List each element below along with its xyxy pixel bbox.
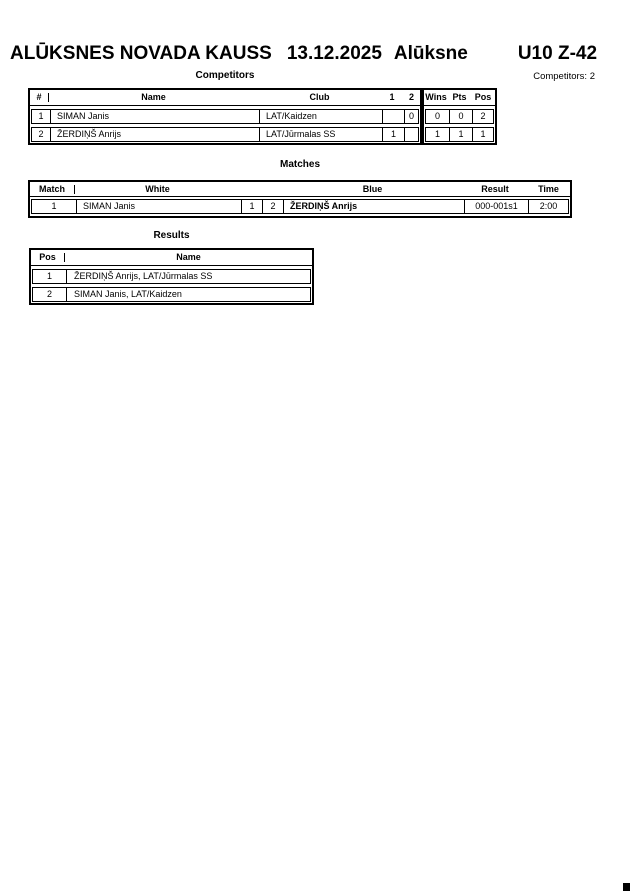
match-row [31,199,569,214]
cell-time: 2:00 [539,201,558,211]
cell-match1-score: 1 [383,128,405,141]
results-heading: Results [153,230,190,241]
title-city: Alūksne [393,43,468,64]
cell-name: SIMAN Janis [51,110,260,123]
header-name: Name [141,93,166,102]
cell-number: 2 [32,128,51,141]
matches-table [28,180,572,218]
cell-match1-score [383,110,405,123]
cell-name: ŽERDIŅŠ Anrijs [51,128,260,141]
title-date: 13.12.2025 [286,43,382,64]
cell-pos: 2 [33,288,67,301]
competitors-stats-table [422,88,497,145]
result-row [32,269,311,284]
cell-pts: 0 [450,110,473,123]
cell-pos: 1 [33,270,67,283]
competitors-table [28,88,422,145]
header-result: Result [481,184,509,194]
header-pos: Pos [474,93,492,102]
cell-result: 000-001s1 [465,200,529,213]
cell-wins: 1 [426,128,450,141]
header-match2: 2 [408,93,414,102]
header-white: White [145,184,170,194]
header-name: Name [176,253,201,262]
matches-heading: Matches [279,159,320,170]
header-wins: Wins [425,93,447,102]
cell-club: LAT/Jūrmalas SS [260,128,383,141]
stats-table-header [424,90,495,106]
page-corner-mark [623,883,630,891]
stats-row [425,127,494,142]
cell-club: LAT/Kaidzen [260,110,383,123]
cell-match2-score: 0 [408,111,414,121]
cell-pos: 2 [480,111,486,121]
cell-pos: 1 [480,129,486,139]
cell-match2-score [405,128,418,141]
competitors-heading: Competitors [195,70,255,81]
competitors-table-header [30,90,420,106]
competitors-count: Competitors: 2 [533,71,595,82]
results-table [29,248,314,305]
cell-white-number: 1 [242,200,263,213]
cell-white-name: SIMAN Janis [77,200,242,213]
cell-blue-name: ŽERDIŅŠ Anrijs [284,200,465,213]
results-table-header [31,250,312,266]
cell-blue-number: 2 [263,200,284,213]
stats-row [425,109,494,124]
cell-match-number: 1 [32,200,77,213]
matches-table-body [30,197,570,214]
header-pts: Pts [452,93,467,102]
competitor-row [31,127,419,142]
header-blue: Blue [362,184,383,194]
cell-name: SIMAN Janis, LAT/Kaidzen [74,289,182,299]
title-category: U10 Z-42 [517,43,598,64]
cell-wins: 0 [426,110,450,123]
header-match: Match [30,185,75,194]
header-club: Club [309,93,330,102]
cell-pts: 1 [450,128,473,141]
matches-table-header [30,182,570,197]
header-number: # [30,93,49,102]
header-pos: Pos [31,253,65,262]
stats-table-body [424,106,495,146]
title-event: ALŪKSNES NOVADA KAUSS [10,43,272,64]
cell-number: 1 [32,110,51,123]
result-row [32,287,311,302]
competitor-row [31,109,419,124]
page-title [10,44,622,65]
results-table-body [31,266,312,306]
cell-name: ŽERDIŅŠ Anrijs, LAT/Jūrmalas SS [74,271,213,281]
header-match1: 1 [389,93,395,102]
header-time: Time [538,184,559,194]
competitors-table-body [30,106,420,146]
